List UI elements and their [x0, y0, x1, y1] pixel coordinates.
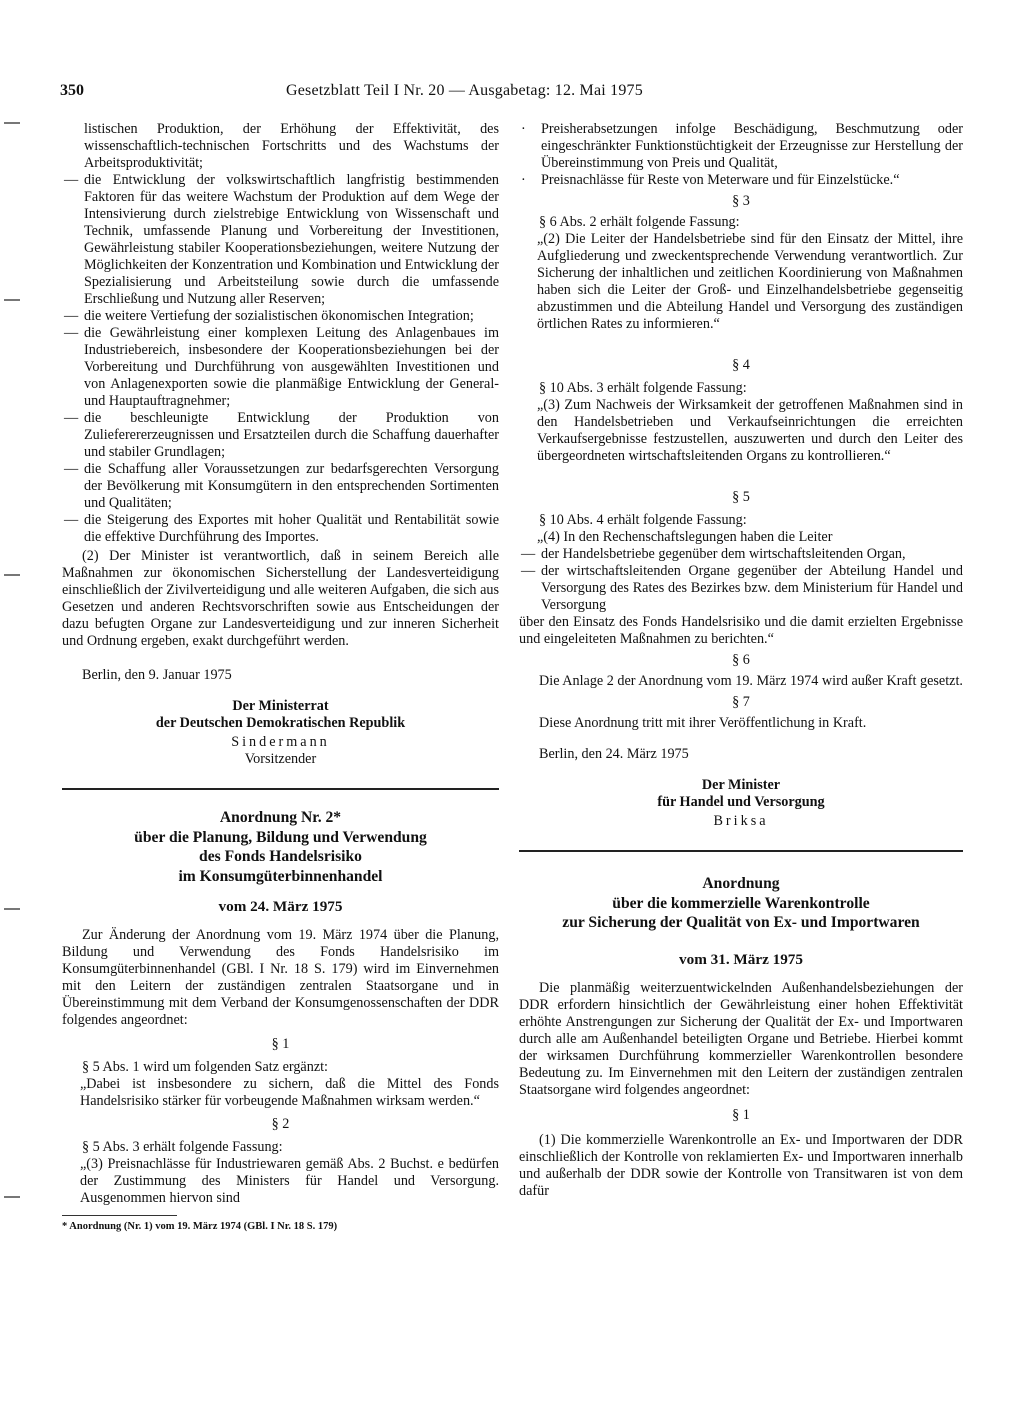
section-text: Diese Anordnung tritt mit ihrer Veröffentlichung in Kraft. — [539, 715, 867, 731]
section-quote: „(3) Zum Nachweis der Wirksamkeit der getroffenen Maßnahmen sind in den Handelsbetrieben und Verkaufseinrichtungen die erreichten Verkaufsergebnisse festzustellen, auszuwerten und durch den Leiter des übergeordneten wirtschaftsleitenden Organs zu kontrollieren.“ — [537, 397, 963, 464]
intro-text: listischen Produktion, der Erhöhung der Effektivität, des wissenschaftlich-technischen Fortschritts und des Wachstums der Arbeitsproduktivität; — [84, 121, 499, 171]
section-text: Die Anlage 2 der Anordnung vom 19. März 1974 wird außer Kraft gesetzt. — [539, 673, 963, 689]
list-item: — der Handelsbetriebe gegenüber dem wirtschaftsleitenden Organ, — [521, 546, 906, 562]
signatory-org: Der Minister — [701, 777, 781, 793]
page-number: 350 — [60, 82, 84, 99]
list-item: — die weitere Vertiefung der sozialistischen ökonomischen Integration; — [64, 308, 474, 324]
list-item: — die beschleunigte Entwicklung der Produktion von Zulieferererzeugnissen und Ersatzteilen durch die Schaffung dauerhafter und stabiler Grundlagen; — [64, 410, 499, 460]
section-heading: § 1 — [732, 1106, 750, 1123]
section-text: (1) Die kommerzielle Warenkontrolle an Ex- und Importwaren der DDR einschließlich der Kontrolle von reklamierten Ex- und Importwaren innerhalb und außerhalb der DDR sowie der Kontrolle von Transitwaren ist von dem dafür — [519, 1131, 963, 1199]
signatory-title: Vorsitzender — [244, 751, 317, 767]
section-intro: § 10 Abs. 3 erhält folgende Fassung: — [539, 380, 747, 396]
signatory-org: der Deutschen Demokratischen Republik — [155, 715, 406, 731]
section-heading: § 2 — [271, 1116, 290, 1132]
section-tail: über den Einsatz des Fonds Handelsrisiko und die damit erzielten Ergebnisse und eingeleiteten Maßnahmen zu berichten.“ — [519, 614, 963, 647]
list-item: · Preisherabsetzungen infolge Beschädigung, Beschmutzung oder eingeschränkter Funktionstüchtigkeit der Erzeugnisse zur Herstellung der Übereinstimmung von Preis und Qualität, — [521, 121, 963, 171]
signatory-name: Sindermann — [231, 734, 330, 750]
section-quote: „Dabei ist insbesondere zu sichern, daß die Mittel des Fonds Handelsrisiko stärker für vorbeugende Maßnahmen wirksam werden.“ — [80, 1076, 499, 1109]
section-heading: § 3 — [732, 193, 750, 209]
place-date: Berlin, den 9. Januar 1975 — [82, 667, 232, 683]
margin-mark — [4, 1196, 20, 1198]
list-item: — die Schaffung aller Voraussetzungen zur bedarfsgerechten Versorgung der Bevölkerung mit Konsumgütern in den entsprechenden Sortimenten und Qualitäten; — [64, 461, 499, 511]
list-item: — der wirtschaftsleitenden Organe gegenüber der Abteilung Handel und Versorgung des Rates des Bezirkes bzw. dem Ministerium für Handel und Versorgung — [521, 563, 963, 613]
signatory-org: für Handel und Versorgung — [657, 794, 825, 810]
section-divider — [62, 788, 499, 790]
footnote: * Anordnung (Nr. 1) vom 19. März 1974 (GBl. I Nr. 18 S. 179) — [62, 1221, 338, 1232]
ordinance-title: Anordnung über die kommerzielle Warenkontrolle zur Sicherung der Qualität von Ex- und Importwaren — [562, 875, 920, 931]
signatory-org: Der Ministerrat — [232, 698, 329, 714]
right-column — [519, 121, 963, 1200]
ordinance-title: Anordnung Nr. 2* über die Planung, Bildung und Verwendung des Fonds Handelsrisiko im Konsumgüterbinnenhandel — [134, 809, 427, 885]
paragraph-2: (2) Der Minister ist verantwortlich, daß in seinem Bereich alle Maßnahmen zur ökonomischen Sicherstellung der Landesverteidigung einschließlich der Zivilverteidigung und alle weiteren Aufgaben, die sich aus Gesetzen und anderen Rechtsvorschriften sowie aus Entscheidungen der dazu befugten Organe zur Landesverteidigung und zur inneren Sicherheit und Ordnung ergeben, exakt durchgeführt werden. — [62, 548, 499, 649]
section-intro: § 5 Abs. 3 erhält folgende Fassung: — [82, 1139, 283, 1155]
ordinance-date: vom 24. März 1975 — [218, 898, 343, 915]
place-date: Berlin, den 24. März 1975 — [539, 746, 689, 762]
section-intro: § 10 Abs. 4 erhält folgende Fassung: — [539, 512, 747, 528]
section-heading: § 6 — [732, 652, 750, 668]
margin-mark — [4, 299, 20, 301]
margin-mark — [4, 122, 20, 124]
margin-mark — [4, 908, 20, 910]
section-heading: § 4 — [732, 357, 750, 373]
section-divider — [519, 850, 963, 852]
preamble: Zur Änderung der Anordnung vom 19. März 1974 über die Planung, Bildung und Verwendung des Fonds Handelsrisiko im Konsumgüterbinnenhandel (GBl. I Nr. 18 S. 179) wird im Einvernehmen mit den Leitern der zuständigen zentralen Staatsorgane und in Übereinstimmung mit dem Verband der Konsumgenossenschaften der DDR folgendes angeordnet: — [62, 927, 499, 1028]
footnote-rule — [62, 1215, 177, 1216]
section-quote: „(3) Preisnachlässe für Industriewaren gemäß Abs. 2 Buchst. e bedürfen der Zustimmung des Ministers für Handel und Versorgung. Ausgenommen hiervon sind — [80, 1156, 499, 1206]
list-item: — die Entwicklung der volkswirtschaftlich langfristig bestimmenden Faktoren für das weitere Wachstum der Produktion auf dem Wege der Intensivierung durch zielstrebige Entwicklung von Wissenschaft und Technik, umfassende Planung und Vorbereitung der Investitionen, Gewährleistung stabiler Kooperationsbeziehungen, weitere Nutzung der Möglichkeiten der Konzentration und Kombination und Entwicklung der Spezialisierung und Arbeitsteilung sowie durch die umfassende Erschließung und Nutzung aller Reserven; — [64, 172, 499, 307]
running-head: Gesetzblatt Teil I Nr. 20 — Ausgabetag: 12. Mai 1975 — [286, 82, 643, 99]
section-quote: „(2) Die Leiter der Handelsbetriebe sind für den Einsatz der Mittel, ihre Aufgliederung und zweckentsprechende Verwendung verantwortlich. Zur Sicherung der inhaltlichen und zeitlichen Koordinierung von Maßnahmen haben sich die Leiter der Groß- und Einzelhandelsbetriebe gegenseitig abzustimmen und die Abteilung Handel und Versorgung des zuständigen örtlichen Rates zu informieren.“ — [537, 231, 963, 332]
section-intro: § 5 Abs. 1 wird um folgenden Satz ergänzt: — [82, 1059, 329, 1075]
section-heading: § 7 — [732, 694, 750, 710]
list-item: — die Steigerung des Exportes mit hoher Qualität und Rentabilität sowie die effektive Durchführung des Importes. — [64, 512, 499, 545]
section-quote: „(4) In den Rechenschaftslegungen haben die Leiter — [537, 529, 833, 545]
ordinance-date: vom 31. März 1975 — [679, 950, 803, 968]
list-item: · Preisnachlässe für Reste von Meterware und für Einzelstücke.“ — [521, 172, 900, 188]
section-intro: § 6 Abs. 2 erhält folgende Fassung: — [539, 214, 740, 230]
left-column — [62, 121, 499, 1233]
preamble: Die planmäßig weiterzuentwickelnden Außenhandelsbeziehungen der DDR erfordern hinsichtlich der Gewährleistung einer hohen Effektivität erhöhte Anstrengungen zur Sicherung der Qualität der Ex- und Importwaren durch alle am Außenhandel beteiligten Organe und Betriebe. Hierbei kommt der wirksamen Durchführung kommerzieller Warenkontrollen besondere Bedeutung zu. Im Einvernehmen mit den Leitern der zuständigen zentralen Staatsorgane wird folgendes angeordnet: — [519, 979, 963, 1098]
signatory-name: Briksa — [713, 813, 769, 829]
section-heading: § 5 — [732, 489, 750, 505]
margin-mark — [4, 574, 20, 576]
list-item: — die Gewährleistung einer komplexen Leitung des Anlagenbaues im Industriebereich, insbesondere der Kooperationsbeziehungen bei der Vorbereitung und Durchführung von ausgewählten Investitionen und von Anlagenexporten sowie die planmäßige Entwicklung der General- und Hauptauftragnehmer; — [64, 325, 499, 409]
section-heading: § 1 — [271, 1036, 290, 1052]
